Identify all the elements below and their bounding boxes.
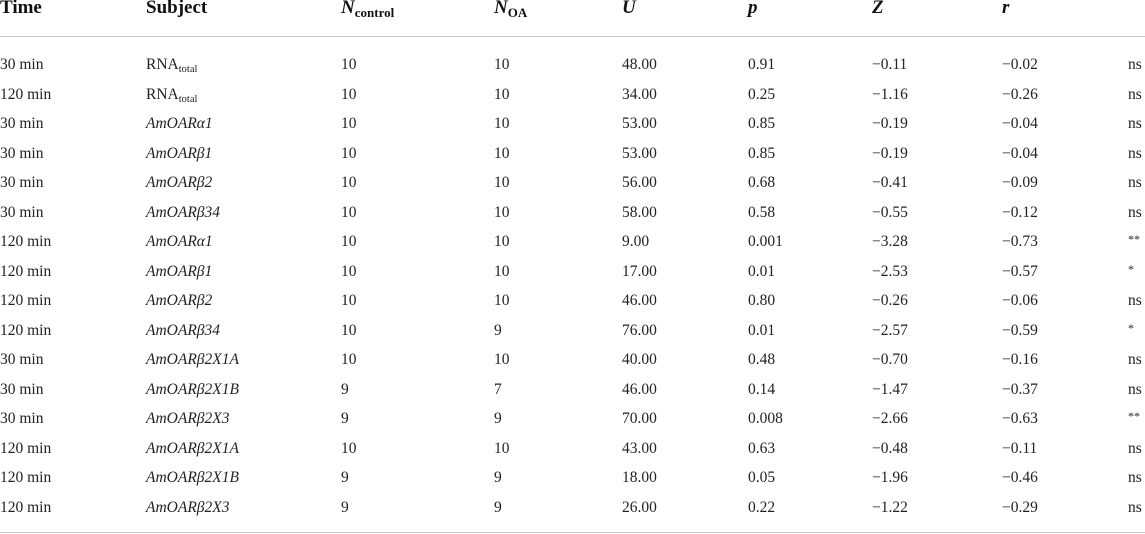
cell-n-oa: 10 <box>494 174 510 191</box>
cell-subject <box>146 50 197 79</box>
cell-z: −0.19 <box>872 144 908 162</box>
cell-n-control: 10 <box>341 233 357 250</box>
subject-name: AmOARβ2 <box>146 292 213 309</box>
cell-r: −0.04 <box>1002 144 1038 162</box>
cell-n-oa: 9 <box>494 498 502 516</box>
subject-name: AmOARβ34 <box>146 321 221 339</box>
cell-p: 0.80 <box>748 292 776 309</box>
cell-z: −0.11 <box>872 56 908 73</box>
cell-p: 0.25 <box>748 85 776 103</box>
cell-sig: ** <box>1128 232 1140 246</box>
cell-time: 120 min <box>0 321 52 339</box>
subject-name: AmOARα1 <box>146 233 213 250</box>
cell-r: −0.02 <box>1002 56 1038 73</box>
cell-n-oa: 10 <box>494 144 510 162</box>
cell-z: −0.26 <box>872 292 908 309</box>
cell-n-control: 10 <box>341 85 357 103</box>
cell-time: 30 min <box>0 56 44 73</box>
subject-subscript: total <box>178 64 198 75</box>
table-row <box>0 404 1145 433</box>
cell-n-control: 10 <box>341 439 357 457</box>
cell-n-control: 9 <box>341 410 349 427</box>
cell-subject <box>146 80 197 109</box>
cell-sig: ns <box>1128 351 1142 368</box>
cell-u: 58.00 <box>622 203 657 221</box>
cell-p: 0.58 <box>748 203 776 221</box>
cell-sig: ns <box>1128 292 1142 309</box>
bottom-rule <box>0 532 1145 533</box>
cell-n-control: 10 <box>341 321 357 339</box>
table-row <box>0 109 1145 138</box>
cell-p: 0.85 <box>748 115 776 132</box>
cell-subject <box>146 375 239 404</box>
cell-p: 0.68 <box>748 174 776 191</box>
cell-z: −1.96 <box>872 469 908 486</box>
cell-sig: ns <box>1128 174 1142 191</box>
cell-time: 30 min <box>0 115 44 132</box>
cell-n-oa: 9 <box>494 469 502 486</box>
cell-n-oa: 10 <box>494 292 510 309</box>
subject-name: AmOARβ2X3 <box>146 410 230 427</box>
cell-time: 120 min <box>0 292 52 309</box>
cell-time: 30 min <box>0 203 44 221</box>
cell-p: 0.91 <box>748 56 776 73</box>
cell-n-control: 10 <box>341 144 357 162</box>
cell-n-control: 10 <box>341 56 357 73</box>
cell-time: 120 min <box>0 233 52 250</box>
cell-u: 46.00 <box>622 292 657 309</box>
cell-u: 56.00 <box>622 174 657 191</box>
cell-time: 30 min <box>0 410 44 427</box>
cell-p: 0.01 <box>748 321 776 339</box>
cell-u: 18.00 <box>622 469 657 486</box>
cell-u: 9.00 <box>622 233 650 250</box>
header-n-oa-sub: OA <box>507 5 528 20</box>
header-u: U <box>622 0 636 18</box>
cell-u: 17.00 <box>622 262 657 280</box>
cell-u: 46.00 <box>622 380 657 398</box>
table-row <box>0 286 1145 315</box>
cell-z: −0.19 <box>872 115 908 132</box>
table-row <box>0 168 1145 197</box>
cell-time: 30 min <box>0 380 44 398</box>
cell-n-oa: 10 <box>494 115 510 132</box>
cell-sig: ns <box>1128 115 1142 132</box>
cell-n-oa: 10 <box>494 85 510 103</box>
cell-p: 0.14 <box>748 380 776 398</box>
cell-u: 40.00 <box>622 351 657 368</box>
cell-time: 30 min <box>0 351 44 368</box>
table-row <box>0 198 1145 227</box>
header-rule <box>0 36 1145 37</box>
cell-p: 0.01 <box>748 262 776 280</box>
header-n-oa-base: N <box>494 0 508 18</box>
cell-subject <box>146 139 212 168</box>
cell-p: 0.48 <box>748 351 776 368</box>
cell-p: 0.001 <box>748 233 783 250</box>
cell-p: 0.05 <box>748 469 776 486</box>
cell-u: 70.00 <box>622 410 657 427</box>
cell-r: −0.59 <box>1002 321 1038 339</box>
cell-r: −0.26 <box>1002 85 1038 103</box>
cell-r: −0.09 <box>1002 174 1038 191</box>
subject-name: AmOARβ2X1A <box>146 439 239 457</box>
cell-z: −2.66 <box>872 410 908 427</box>
cell-p: 0.63 <box>748 439 776 457</box>
subject-name: AmOARβ34 <box>146 203 221 221</box>
subject-name: AmOARβ2X1A <box>146 351 239 368</box>
cell-z: −0.55 <box>872 203 908 221</box>
table-row <box>0 375 1145 404</box>
table-row <box>0 345 1145 374</box>
cell-u: 48.00 <box>622 56 657 73</box>
cell-n-control: 10 <box>341 262 357 280</box>
cell-n-control: 10 <box>341 351 357 368</box>
cell-p: 0.008 <box>748 410 783 427</box>
cell-n-control: 9 <box>341 380 349 398</box>
subject-name: AmOARβ2 <box>146 174 213 191</box>
cell-n-oa: 10 <box>494 203 510 221</box>
subject-name: AmOARβ1 <box>146 144 213 162</box>
cell-r: −0.16 <box>1002 351 1038 368</box>
cell-r: −0.06 <box>1002 292 1038 309</box>
cell-r: −0.37 <box>1002 380 1038 398</box>
subject-name: RNA <box>146 85 179 103</box>
cell-n-oa: 10 <box>494 351 510 368</box>
cell-z: −0.70 <box>872 351 908 368</box>
cell-sig: ns <box>1128 203 1142 221</box>
cell-sig: ns <box>1128 439 1142 457</box>
cell-sig: ns <box>1128 144 1142 162</box>
table-row <box>0 257 1145 286</box>
header-n-control-sub: control <box>354 5 395 20</box>
cell-r: −0.73 <box>1002 233 1038 250</box>
cell-n-oa: 9 <box>494 321 502 339</box>
header-n-control-base: N <box>341 0 355 18</box>
cell-subject <box>146 316 220 345</box>
cell-subject <box>146 227 213 256</box>
cell-r: −0.11 <box>1002 439 1038 457</box>
subject-name: AmOARβ1 <box>146 262 213 280</box>
cell-z: −0.48 <box>872 439 908 457</box>
cell-subject <box>146 198 220 227</box>
header-z: Z <box>872 0 884 18</box>
table-row <box>0 463 1145 492</box>
cell-sig: ns <box>1128 498 1142 516</box>
cell-u: 53.00 <box>622 144 657 162</box>
cell-n-oa: 10 <box>494 233 510 250</box>
cell-sig: * <box>1128 261 1134 276</box>
table-row <box>0 80 1145 109</box>
cell-z: −1.47 <box>872 380 908 398</box>
cell-z: −3.28 <box>872 233 908 250</box>
cell-n-control: 10 <box>341 203 357 221</box>
table-header <box>0 0 1145 30</box>
subject-name: RNA <box>146 56 179 73</box>
header-subject: Subject <box>146 0 208 18</box>
cell-u: 53.00 <box>622 115 657 132</box>
cell-z: −1.22 <box>872 498 908 516</box>
subject-name: AmOARβ2X1B <box>146 469 239 486</box>
cell-subject <box>146 109 213 138</box>
cell-n-control: 9 <box>341 469 349 486</box>
subject-name: AmOARβ2X3 <box>146 498 230 516</box>
subject-name: AmOARβ2X1B <box>146 380 239 398</box>
cell-n-control: 10 <box>341 174 357 191</box>
cell-subject <box>146 434 239 463</box>
cell-z: −2.53 <box>872 262 908 280</box>
cell-u: 34.00 <box>622 85 657 103</box>
cell-n-oa: 9 <box>494 410 502 427</box>
table-row <box>0 139 1145 168</box>
cell-sig: ns <box>1128 85 1142 103</box>
cell-n-oa: 7 <box>494 380 502 398</box>
cell-u: 26.00 <box>622 498 657 516</box>
cell-r: −0.63 <box>1002 410 1038 427</box>
cell-u: 76.00 <box>622 321 657 339</box>
cell-subject <box>146 404 229 433</box>
cell-sig: ns <box>1128 56 1142 73</box>
table-row <box>0 227 1145 256</box>
cell-n-control: 10 <box>341 115 357 132</box>
cell-p: 0.85 <box>748 144 776 162</box>
cell-n-control: 10 <box>341 292 357 309</box>
cell-n-control: 9 <box>341 498 349 516</box>
cell-subject <box>146 168 212 197</box>
cell-subject <box>146 463 239 492</box>
cell-n-oa: 10 <box>494 439 510 457</box>
cell-subject <box>146 257 212 286</box>
cell-time: 30 min <box>0 174 44 191</box>
cell-sig: * <box>1128 320 1134 335</box>
cell-time: 30 min <box>0 144 44 162</box>
subject-name: AmOARα1 <box>146 115 213 132</box>
cell-subject <box>146 345 239 374</box>
table-row <box>0 493 1145 522</box>
cell-sig: ns <box>1128 469 1142 486</box>
header-n-control <box>341 0 394 21</box>
cell-time: 120 min <box>0 469 52 486</box>
cell-time: 120 min <box>0 85 52 103</box>
cell-subject <box>146 286 212 315</box>
cell-z: −0.41 <box>872 174 908 191</box>
cell-r: −0.46 <box>1002 469 1038 486</box>
cell-z: −2.57 <box>872 321 908 339</box>
cell-n-oa: 10 <box>494 56 510 73</box>
cell-sig: ns <box>1128 380 1142 398</box>
header-n-oa <box>494 0 527 21</box>
header-p: p <box>748 0 758 18</box>
header-time: Time <box>0 0 42 18</box>
cell-r: −0.57 <box>1002 262 1038 280</box>
subject-subscript: total <box>178 93 198 105</box>
cell-sig: ** <box>1128 409 1140 423</box>
table-row <box>0 50 1145 79</box>
table-row <box>0 434 1145 463</box>
table-row <box>0 316 1145 345</box>
cell-r: −0.04 <box>1002 115 1038 132</box>
cell-p: 0.22 <box>748 498 776 516</box>
cell-time: 120 min <box>0 262 52 280</box>
cell-r: −0.29 <box>1002 498 1038 516</box>
cell-r: −0.12 <box>1002 203 1038 221</box>
cell-time: 120 min <box>0 498 52 516</box>
cell-time: 120 min <box>0 439 52 457</box>
header-r: r <box>1002 0 1010 18</box>
cell-z: −1.16 <box>872 85 908 103</box>
cell-n-oa: 10 <box>494 262 510 280</box>
cell-u: 43.00 <box>622 439 657 457</box>
cell-subject <box>146 493 229 522</box>
